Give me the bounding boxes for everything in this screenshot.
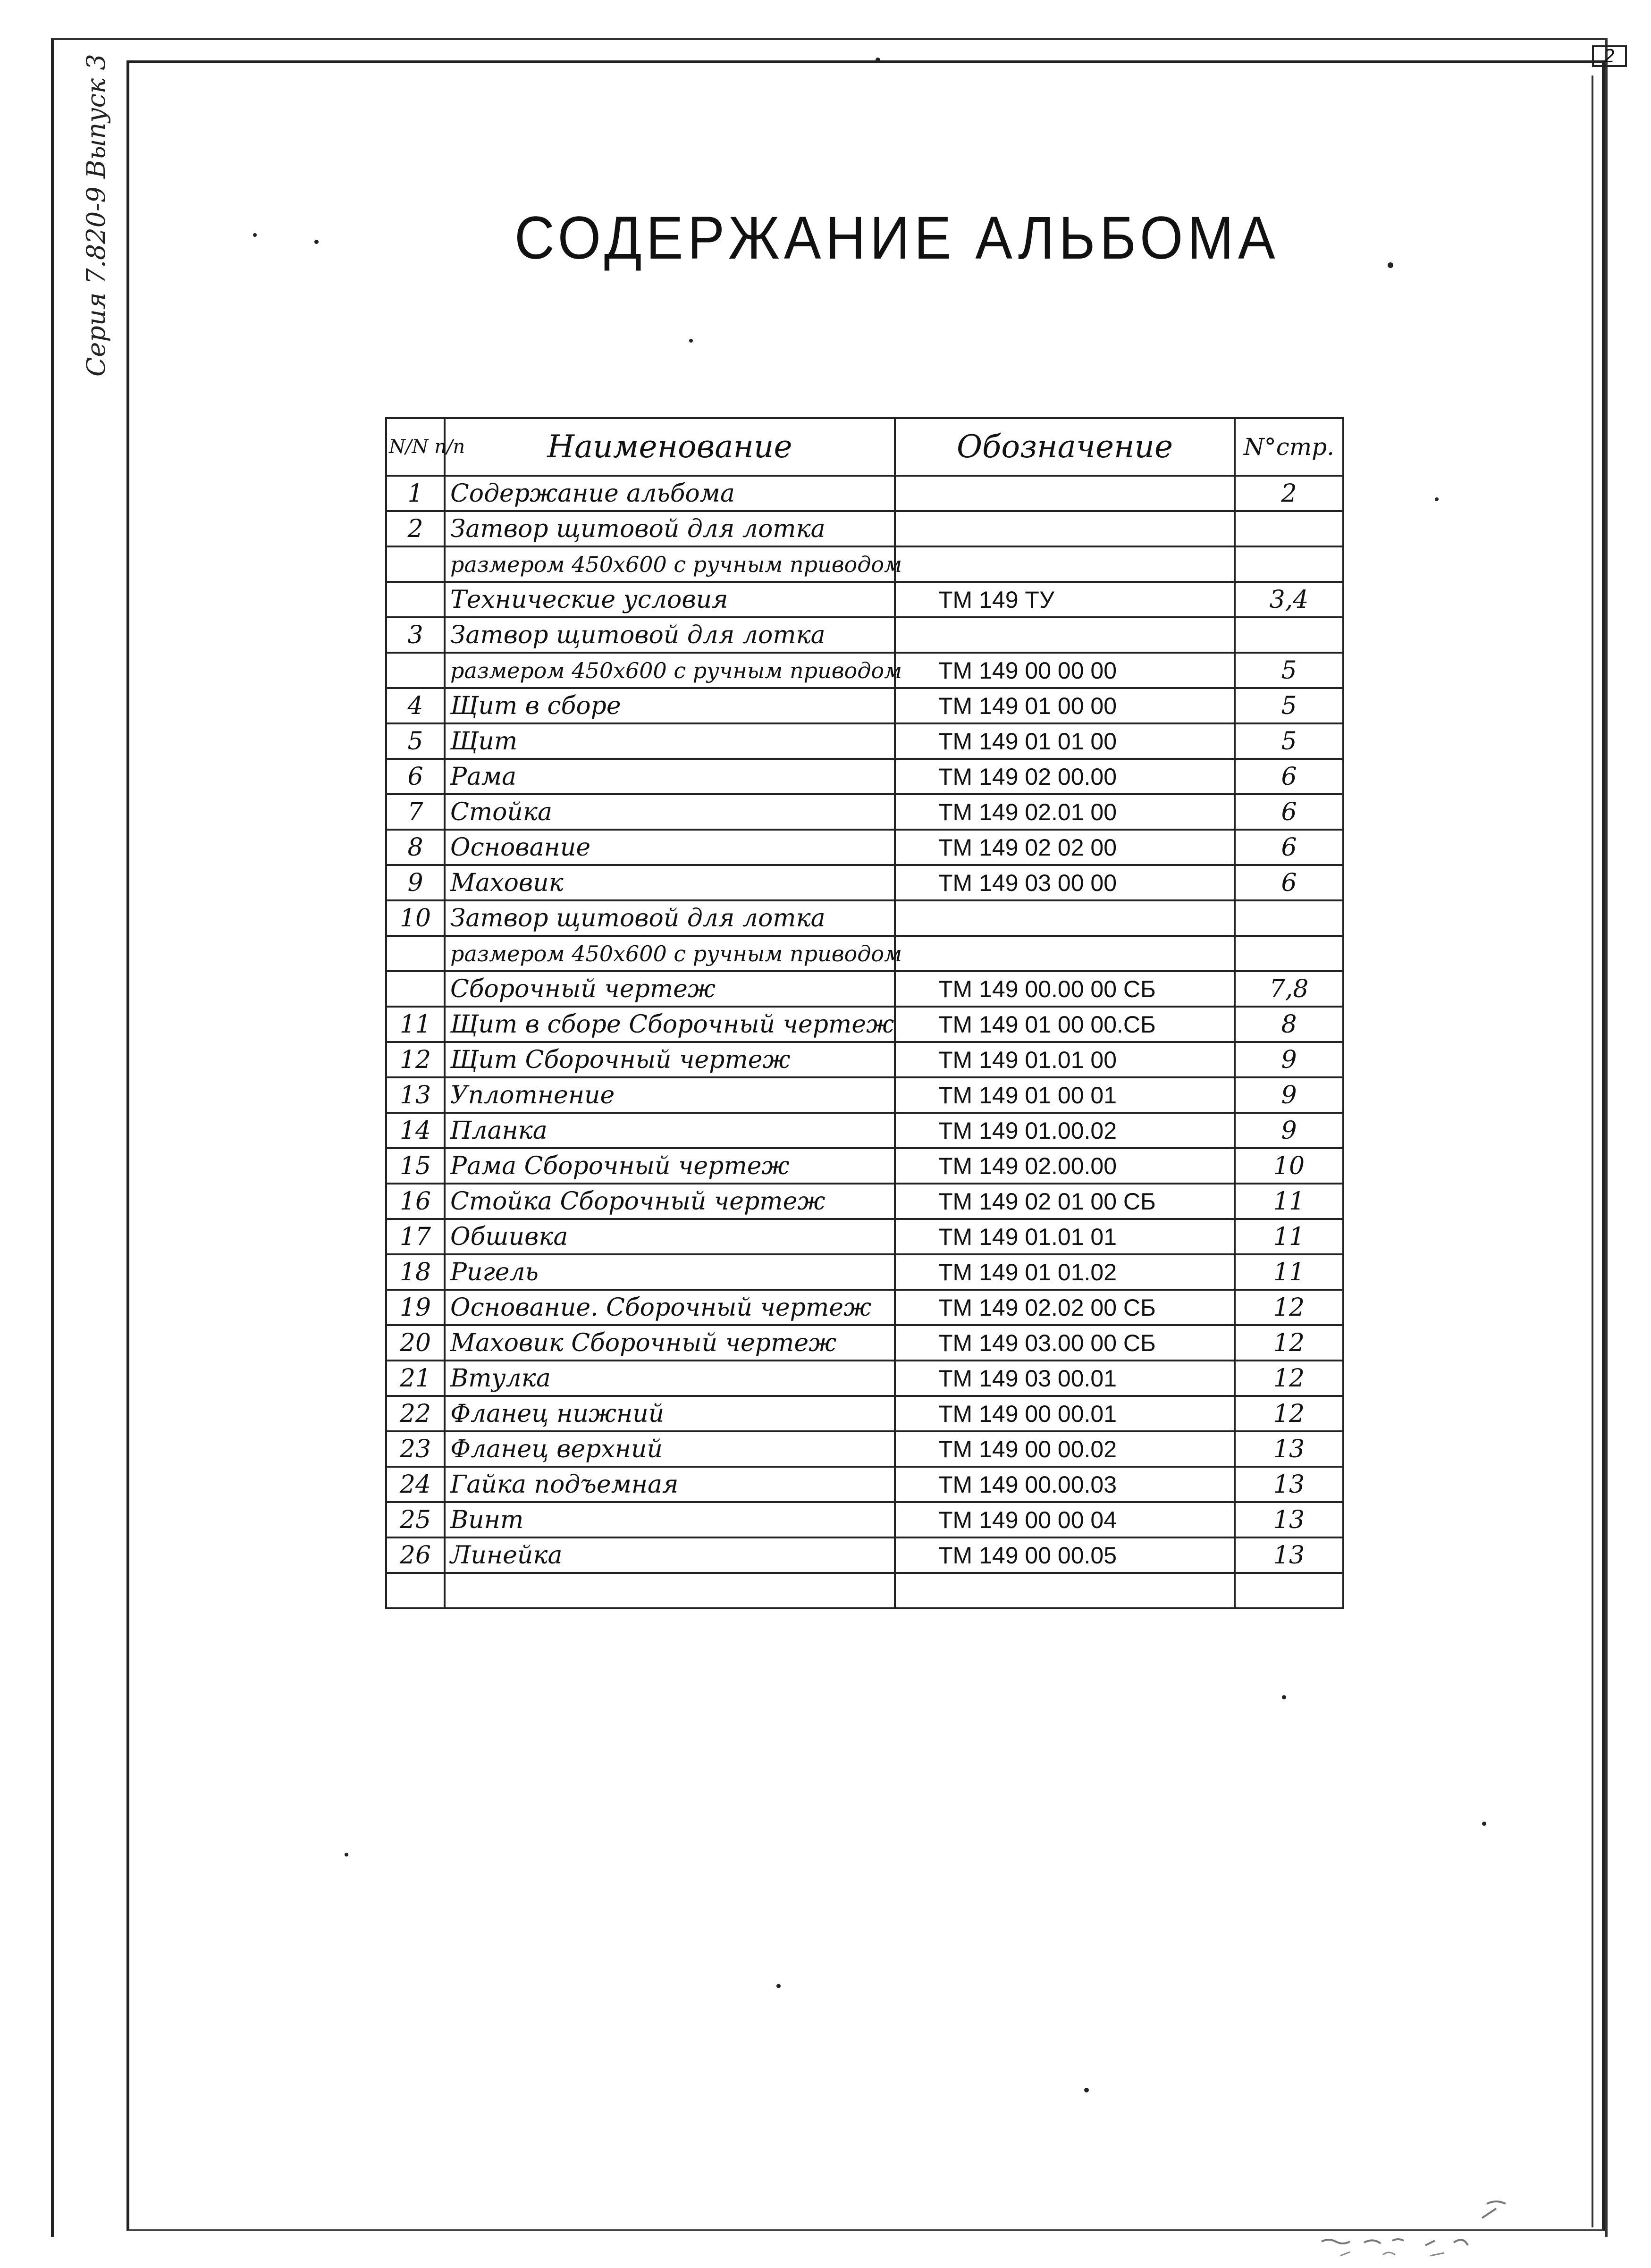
scan-speck <box>1435 497 1439 501</box>
header-name: Наименование <box>445 418 895 476</box>
row-number <box>386 546 445 582</box>
table-row <box>386 1361 1343 1396</box>
row-number: 23 <box>386 1431 445 1467</box>
table-row <box>386 511 1343 546</box>
row-name: Сборочный чертеж <box>445 971 895 1007</box>
row-name: Основание. Сборочный чертеж <box>445 1290 895 1325</box>
row-code: ТМ 149 02 02 00 <box>895 830 1235 865</box>
row-page: 6 <box>1235 865 1343 900</box>
table-row <box>386 1254 1343 1290</box>
table-row <box>386 617 1343 653</box>
row-code: ТМ 149 01 01.02 <box>895 1254 1235 1290</box>
row-code: ТМ 149 02.02 00 СБ <box>895 1290 1235 1325</box>
row-number: 22 <box>386 1396 445 1431</box>
row-name: Технические условия <box>445 582 895 617</box>
row-code <box>895 1573 1235 1608</box>
row-code <box>895 511 1235 546</box>
row-name: Линейка <box>445 1537 895 1573</box>
row-code: ТМ 149 03.00 00 СБ <box>895 1325 1235 1361</box>
row-name: Обшивка <box>445 1219 895 1254</box>
row-name: Маховик <box>445 865 895 900</box>
row-page: 12 <box>1235 1325 1343 1361</box>
page-number: 2 <box>1603 46 1616 67</box>
row-code <box>895 476 1235 511</box>
row-name: Фланец верхний <box>445 1431 895 1467</box>
row-number: 14 <box>386 1113 445 1148</box>
row-code: ТМ 149 02 01 00 СБ <box>895 1184 1235 1219</box>
row-code: ТМ 149 02.00.00 <box>895 1148 1235 1184</box>
table-row <box>386 1573 1343 1608</box>
row-name: Маховик Сборочный чертеж <box>445 1325 895 1361</box>
frame-right-line <box>1592 76 1593 2227</box>
row-number: 19 <box>386 1290 445 1325</box>
series-label: Серия 7.820-9 Выпуск 3 <box>81 54 111 377</box>
row-number <box>386 936 445 971</box>
scan-speck <box>1482 1822 1486 1826</box>
row-code <box>895 900 1235 936</box>
row-page: 5 <box>1235 723 1343 759</box>
table-row <box>386 653 1343 688</box>
row-page: 5 <box>1235 653 1343 688</box>
row-name: Втулка <box>445 1361 895 1396</box>
row-code: ТМ 149 01 00 00.СБ <box>895 1007 1235 1042</box>
archive-mark <box>1312 2190 1510 2265</box>
table-row <box>386 1467 1343 1502</box>
row-page: 12 <box>1235 1361 1343 1396</box>
row-code <box>895 617 1235 653</box>
table-row <box>386 723 1343 759</box>
scan-speck <box>253 233 257 237</box>
row-code <box>895 546 1235 582</box>
row-page <box>1235 1573 1343 1608</box>
table-row <box>386 830 1343 865</box>
table-row <box>386 1537 1343 1573</box>
row-page: 8 <box>1235 1007 1343 1042</box>
row-page: 12 <box>1235 1290 1343 1325</box>
table-row <box>386 1502 1343 1537</box>
row-code: ТМ 149 00.00 00 СБ <box>895 971 1235 1007</box>
row-number: 20 <box>386 1325 445 1361</box>
row-page: 7,8 <box>1235 971 1343 1007</box>
row-name: Рама <box>445 759 895 794</box>
row-code: ТМ 149 01.01 01 <box>895 1219 1235 1254</box>
table-row <box>386 794 1343 830</box>
table-row <box>386 476 1343 511</box>
row-page <box>1235 546 1343 582</box>
table-row <box>386 1077 1343 1113</box>
row-number: 13 <box>386 1077 445 1113</box>
row-name: Ригель <box>445 1254 895 1290</box>
row-code: ТМ 149 01 00 00 <box>895 688 1235 723</box>
row-code: ТМ 149 01.01 00 <box>895 1042 1235 1077</box>
row-number: 9 <box>386 865 445 900</box>
table-row <box>386 582 1343 617</box>
scan-speck <box>776 1984 781 1988</box>
row-code: ТМ 149 00.00.03 <box>895 1467 1235 1502</box>
row-code: ТМ 149 01 01 00 <box>895 723 1235 759</box>
row-page: 11 <box>1235 1184 1343 1219</box>
row-page: 11 <box>1235 1254 1343 1290</box>
row-number <box>386 653 445 688</box>
row-number: 21 <box>386 1361 445 1396</box>
row-number: 4 <box>386 688 445 723</box>
row-number: 2 <box>386 511 445 546</box>
row-name: Уплотнение <box>445 1077 895 1113</box>
page-title: СОДЕРЖАНИЕ АЛЬБОМА <box>514 204 1280 272</box>
row-code: ТМ 149 03 00 00 <box>895 865 1235 900</box>
row-number: 8 <box>386 830 445 865</box>
row-page: 2 <box>1235 476 1343 511</box>
row-name: размером 450х600 с ручным приводом <box>445 546 895 582</box>
row-number: 12 <box>386 1042 445 1077</box>
table-row <box>386 971 1343 1007</box>
row-number <box>386 1573 445 1608</box>
table-body <box>386 476 1343 1608</box>
row-name: Щит Сборочный чертеж <box>445 1042 895 1077</box>
row-number <box>386 971 445 1007</box>
table-row <box>386 865 1343 900</box>
row-page: 6 <box>1235 830 1343 865</box>
row-code: ТМ 149 01 00 01 <box>895 1077 1235 1113</box>
row-page: 9 <box>1235 1113 1343 1148</box>
row-name: Затвор щитовой для лотка <box>445 900 895 936</box>
row-number: 7 <box>386 794 445 830</box>
row-page: 13 <box>1235 1467 1343 1502</box>
row-name: Затвор щитовой для лотка <box>445 511 895 546</box>
row-number <box>386 582 445 617</box>
row-code: ТМ 149 01.00.02 <box>895 1113 1235 1148</box>
row-number: 10 <box>386 900 445 936</box>
handwritten-mark-icon <box>1312 2190 1510 2260</box>
scan-speck <box>1388 262 1393 268</box>
page-number-box <box>1592 45 1627 67</box>
row-page <box>1235 936 1343 971</box>
row-name: Щит <box>445 723 895 759</box>
row-number: 24 <box>386 1467 445 1502</box>
row-page: 11 <box>1235 1219 1343 1254</box>
scan-speck <box>345 1853 348 1856</box>
row-number: 18 <box>386 1254 445 1290</box>
table-row <box>386 1113 1343 1148</box>
row-page <box>1235 617 1343 653</box>
row-number: 11 <box>386 1007 445 1042</box>
row-name: размером 450х600 с ручным приводом <box>445 936 895 971</box>
table-row <box>386 688 1343 723</box>
row-number: 17 <box>386 1219 445 1254</box>
table-row <box>386 900 1343 936</box>
row-name: размером 450х600 с ручным приводом <box>445 653 895 688</box>
row-name: Винт <box>445 1502 895 1537</box>
row-code: ТМ 149 02 00.00 <box>895 759 1235 794</box>
row-number: 1 <box>386 476 445 511</box>
row-code: ТМ 149 00 00 04 <box>895 1502 1235 1537</box>
table-row <box>386 1148 1343 1184</box>
scan-speck <box>689 339 693 343</box>
row-code: ТМ 149 00 00.05 <box>895 1537 1235 1573</box>
row-code: ТМ 149 ТУ <box>895 582 1235 617</box>
table-row <box>386 1042 1343 1077</box>
row-page: 13 <box>1235 1431 1343 1467</box>
row-code: ТМ 149 03 00.01 <box>895 1361 1235 1396</box>
table-header-row <box>386 418 1343 476</box>
header-code: Обозначение <box>895 418 1235 476</box>
scan-speck <box>1282 1695 1286 1699</box>
row-code: ТМ 149 00 00 00 <box>895 653 1235 688</box>
row-page: 6 <box>1235 759 1343 794</box>
row-code <box>895 936 1235 971</box>
row-page: 13 <box>1235 1537 1343 1573</box>
row-number: 26 <box>386 1537 445 1573</box>
row-name: Затвор щитовой для лотка <box>445 617 895 653</box>
table-row <box>386 1431 1343 1467</box>
row-page: 9 <box>1235 1077 1343 1113</box>
row-name: Щит в сборе <box>445 688 895 723</box>
row-page: 6 <box>1235 794 1343 830</box>
row-number: 3 <box>386 617 445 653</box>
row-page: 3,4 <box>1235 582 1343 617</box>
row-name: Стойка Сборочный чертеж <box>445 1184 895 1219</box>
row-name: Фланец нижний <box>445 1396 895 1431</box>
row-name: Планка <box>445 1113 895 1148</box>
row-number: 25 <box>386 1502 445 1537</box>
table-row <box>386 936 1343 971</box>
table-row <box>386 1184 1343 1219</box>
table-row <box>386 759 1343 794</box>
row-name: Рама Сборочный чертеж <box>445 1148 895 1184</box>
row-name <box>445 1573 895 1608</box>
row-page <box>1235 900 1343 936</box>
scan-speck <box>876 58 880 62</box>
row-page: 12 <box>1235 1396 1343 1431</box>
row-name: Гайка подъемная <box>445 1467 895 1502</box>
row-page: 5 <box>1235 688 1343 723</box>
scan-speck <box>1084 2088 1089 2092</box>
contents-table <box>385 417 1344 1609</box>
row-page: 10 <box>1235 1148 1343 1184</box>
row-page: 13 <box>1235 1502 1343 1537</box>
table-row <box>386 1325 1343 1361</box>
table-row <box>386 546 1343 582</box>
table-row <box>386 1290 1343 1325</box>
row-name: Основание <box>445 830 895 865</box>
row-number: 5 <box>386 723 445 759</box>
row-name: Щит в сборе Сборочный чертеж <box>445 1007 895 1042</box>
row-name: Стойка <box>445 794 895 830</box>
row-number: 15 <box>386 1148 445 1184</box>
table-row <box>386 1219 1343 1254</box>
row-page: 9 <box>1235 1042 1343 1077</box>
row-page <box>1235 511 1343 546</box>
row-number: 6 <box>386 759 445 794</box>
row-code: ТМ 149 00 00.02 <box>895 1431 1235 1467</box>
row-name: Содержание альбома <box>445 476 895 511</box>
header-num: N/N п/п <box>386 418 445 476</box>
table-row <box>386 1007 1343 1042</box>
row-code: ТМ 149 02.01 00 <box>895 794 1235 830</box>
row-code: ТМ 149 00 00.01 <box>895 1396 1235 1431</box>
header-page: N°стр. <box>1235 418 1343 476</box>
row-number: 16 <box>386 1184 445 1219</box>
scan-speck <box>314 240 319 244</box>
table-row <box>386 1396 1343 1431</box>
